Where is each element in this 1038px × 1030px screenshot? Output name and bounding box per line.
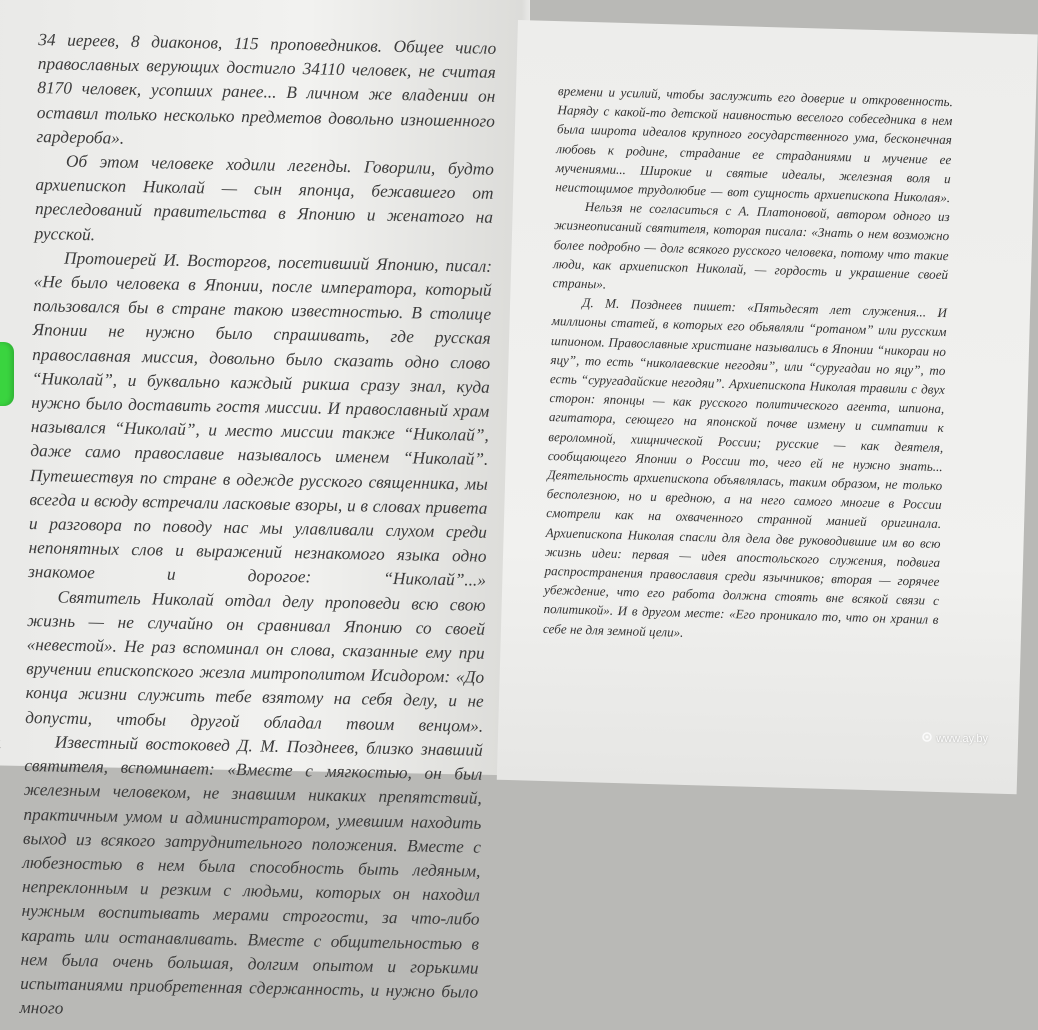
- left-paragraph: Протоиерей И. Восторгов, посетивший Японию, писал: «Не было человека в Японии, после императора, который пользовался бы в стране такою известностью. В столице Японии не нужно было спрашивать, где русская православная миссия, довольно было сказать одно слово “Николай”, и буквально каждый рикша сразу знал, куда нужно было доставить гостя миссии. И православный храм назывался “Николай”, и место миссии также “Николай”, даже само православие называлось именем “Николай”. Путешествуя по стране в одежде русского священника, мы всегда и всюду встречали ласковые взоры, и в словах привета и разговора по поводу нас мы улавливали слухом среди непонятных слов и выражений незнакомого языка одно знакомое и дорогое: “Николай”...»: [27, 248, 493, 591]
- left-page: [0, 0, 522, 1018]
- right-page-text: [543, 81, 953, 649]
- right-page: [497, 20, 1038, 794]
- left-paragraph: Святитель Николай отдал делу проповеди всю свою жизнь — не случайно он сравнивал Японию со своей «невестой». Не раз вспоминал он слова, сказанные ему при вручении епископского жезла митрополитом Исидором: «До конца жизни служить тебе взятому на себя делу, и не допусти, чтобы другой обладал твоим венцом».: [25, 587, 486, 736]
- green-bookmark-tab: [0, 342, 14, 406]
- right-paragraph: Д. М. Позднеев пишет: «Пятьдесят лет служения... И миллионы статей, в которых его обьявляли “ротаном” или русским шпионом. Православные христиане назывались в Японии “никораи но яцу”, то есть “николаевские негодяи”, или “суругадаи но яцу”, то есть “суругадайские негодяи”. Архиепископа Николая травили с двух сторон: японцы — как русского политического агента, шпиона, агитатора, сеющего на японской почве измену и симпатии к вероломной, хищнической России; русские — как деятеля, сообщающего Японии о России то, чего ей не нужно знать... Деятельность архиепископа объявлялась, таким образом, не только бесполезною, но и вредною, а на него самого многие в России смотрели как на охваченного странной манией оригинала. Архиепископа Николая спасли для дела две руководившие им во всю жизнь идеи: первая — идея апостольского служения, подвига распространения православия среди язычников; вторая — горячее убеждение, что его работа должна стоять вне всякой связи с политикой». И в другом месте: «Его проникало то, что он хранил в себе не для земной цели».: [542, 295, 948, 640]
- page-number: [0, 737, 1, 755]
- right-paragraph: времени и усилий, чтобы заслужить его доверие и откровенность. Наряду с какой-то детской наивностью веселого собеседника в нем была широта идеалов крупного государственного ума, бесконечная любовь к родине, страдание ее страданиями и мучение ее мучениями... Широкие и святые идеалы, железная воля и неистощимое трудолюбие — вот сущность архиепископа Николая».: [555, 83, 954, 206]
- left-paragraph: Известный востоковед Д. М. Позднеев, близко знавший святителя, вспоминает: «Вместе с мягкостью, он был железным человеком, не знавшим никаких препятствий, практичным умом и администратором, умевшим находить выход из всякого затруднительного положения. Вместе с любезностью в нем была способность быть ледяным, непреклонным и резким с людьми, которых он находил нужным воспитывать мерами строгости, за что-либо карать или останавливать. Вместе с общительностью в нем была очень большая, долгим опытом и горькими испытаниями приобретенная сдержанность, и нужно было много: [19, 732, 483, 1018]
- left-paragraph: Об этом человеке ходили легенды. Говорили, будто архиепископ Николай — сын японца, бежавшего от преследований правительства в Японию и женатого на русской.: [34, 151, 495, 244]
- watermark: [922, 732, 988, 745]
- left-paragraph: 34 иереев, 8 диаконов, 115 проповедников. Общее число православных верующих достигло 34110 человек, не считая 8170 человек, усопших ранее... В личном же владении он оставил только несколько предметов довольно изношенного гардероба».: [36, 30, 497, 148]
- site-logo-icon: [922, 732, 932, 745]
- watermark-text: www.ay.by: [936, 733, 988, 745]
- left-page-text: [19, 28, 496, 1029]
- right-paragraph: Нельзя не согласиться с А. Платоновой, автором одного из жизнеописаний святителя, которая писала: «Знать о нем возможно более подробно — долг всякого русского человека, потому что такие люди, как архиепископ Николай, — гордость и украшение своей страны».: [552, 199, 950, 292]
